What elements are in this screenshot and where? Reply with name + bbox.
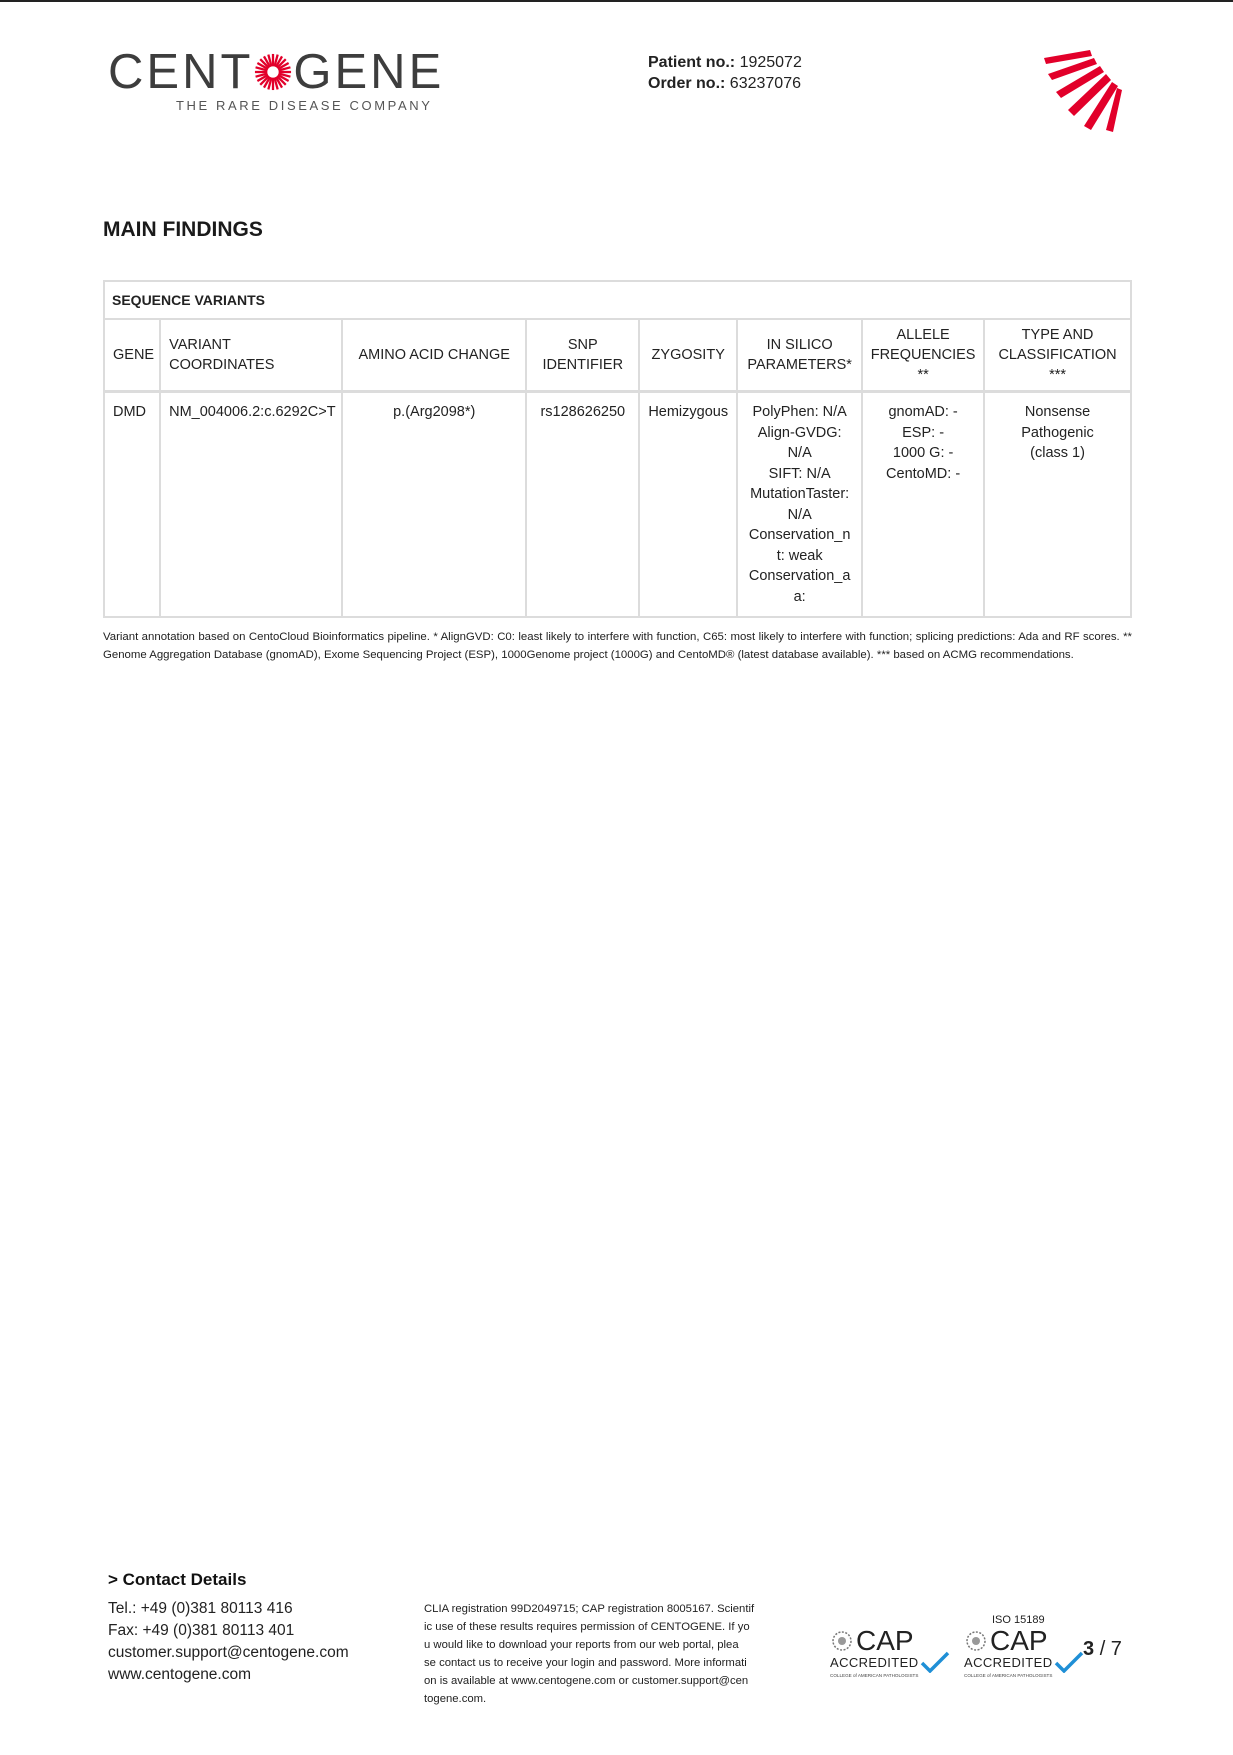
header-variant-coordinates: VARIANT COORDINATES — [160, 319, 342, 392]
sequence-variants-table — [103, 280, 1132, 618]
order-number: Order no.: 63237076 — [648, 75, 801, 92]
sunburst-icon — [254, 53, 292, 91]
cell-in-silico: PolyPhen: N/A Align-GVDG: N/A SIFT: N/A MutationTaster: N/A Conservation_n t: weak Conservation_a a: — [737, 392, 862, 618]
contact-title: > Contact Details — [108, 1570, 247, 1589]
globe-icon — [830, 1629, 854, 1653]
logo-wordmark: CENT GENE — [108, 45, 445, 99]
top-border — [0, 0, 1233, 2]
contact-website[interactable]: www.centogene.com — [108, 1666, 252, 1683]
logo-tagline: THE RARE DISEASE COMPANY — [176, 98, 433, 113]
cell-variant-coordinates: NM_004006.2:c.6292C>T — [160, 392, 342, 618]
cell-type-classification: Nonsense Pathogenic (class 1) — [984, 392, 1131, 618]
contact-tel: Tel.: +49 (0)381 80113 416 — [108, 1600, 293, 1617]
table-row — [104, 392, 1131, 618]
section-title: MAIN FINDINGS — [103, 218, 263, 241]
fan-logo-icon — [1040, 48, 1122, 132]
table-header-row — [104, 319, 1131, 392]
contact-email[interactable]: customer.support@centogene.com — [108, 1644, 349, 1661]
table-footnote: Variant annotation based on CentoCloud Bioinformatics pipeline. * AlignGVD: C0: least likely to interfere with function, C65: most likely to interfere with function; splicing predictions: Ada and RF scores. ** Genome Aggregation Database (gnomAD), Exome Sequencing Project (ESP), 1000Genome project (1000G) and CentoMD® (latest database available). *** based on ACMG recommendations. — [103, 631, 1132, 661]
cell-zygosity: Hemizygous — [639, 392, 737, 618]
header-in-silico: IN SILICO PARAMETERS* — [737, 319, 862, 392]
clia-registration-text: CLIA registration 99D2049715; CAP registration 8005167. Scientif ic use of these results requires permission of CENTOGENE. If yo u would like to download your reports from our web portal, plea se contact us to receive your login and password. More informati on is available at www.centogene.com or customer.support@cen togene.com. — [424, 1603, 755, 1705]
header-zygosity: ZYGOSITY — [639, 319, 737, 392]
header-amino-acid-change: AMINO ACID CHANGE — [342, 319, 526, 392]
cell-gene: DMD — [104, 392, 160, 618]
header-snp-identifier: SNP IDENTIFIER — [526, 319, 639, 392]
cell-allele-frequencies: gnomAD: - ESP: - 1000 G: - CentoMD: - — [862, 392, 984, 618]
cell-snp-identifier: rs128626250 — [526, 392, 639, 618]
patient-number: Patient no.: 1925072 — [648, 54, 802, 71]
cap-iso-badge: CAP ACCREDITED COLLEGE of AMERICAN PATHOLOGISTS — [962, 1625, 1082, 1680]
checkmark-icon — [920, 1651, 950, 1673]
header-gene: GENE — [104, 319, 160, 392]
contact-details — [108, 1570, 438, 1686]
contact-fax: Fax: +49 (0)381 80113 401 — [108, 1622, 295, 1639]
header-type-classification: TYPE AND CLASSIFICATION *** — [984, 319, 1131, 392]
header-allele-frequencies: ALLELE FREQUENCIES ** — [862, 319, 984, 392]
patient-info — [648, 52, 802, 94]
table-caption: SEQUENCE VARIANTS — [104, 281, 1131, 319]
checkmark-icon — [1054, 1651, 1084, 1673]
cap-accredited-badge: CAP ACCREDITED COLLEGE of AMERICAN PATHOLOGISTS — [828, 1625, 948, 1680]
iso-label: ISO 15189 — [992, 1614, 1045, 1626]
cell-amino-acid-change: p.(Arg2098*) — [342, 392, 526, 618]
globe-icon — [964, 1629, 988, 1653]
page-number: 3 / 7 — [1083, 1638, 1122, 1660]
centogene-logo — [108, 46, 443, 120]
